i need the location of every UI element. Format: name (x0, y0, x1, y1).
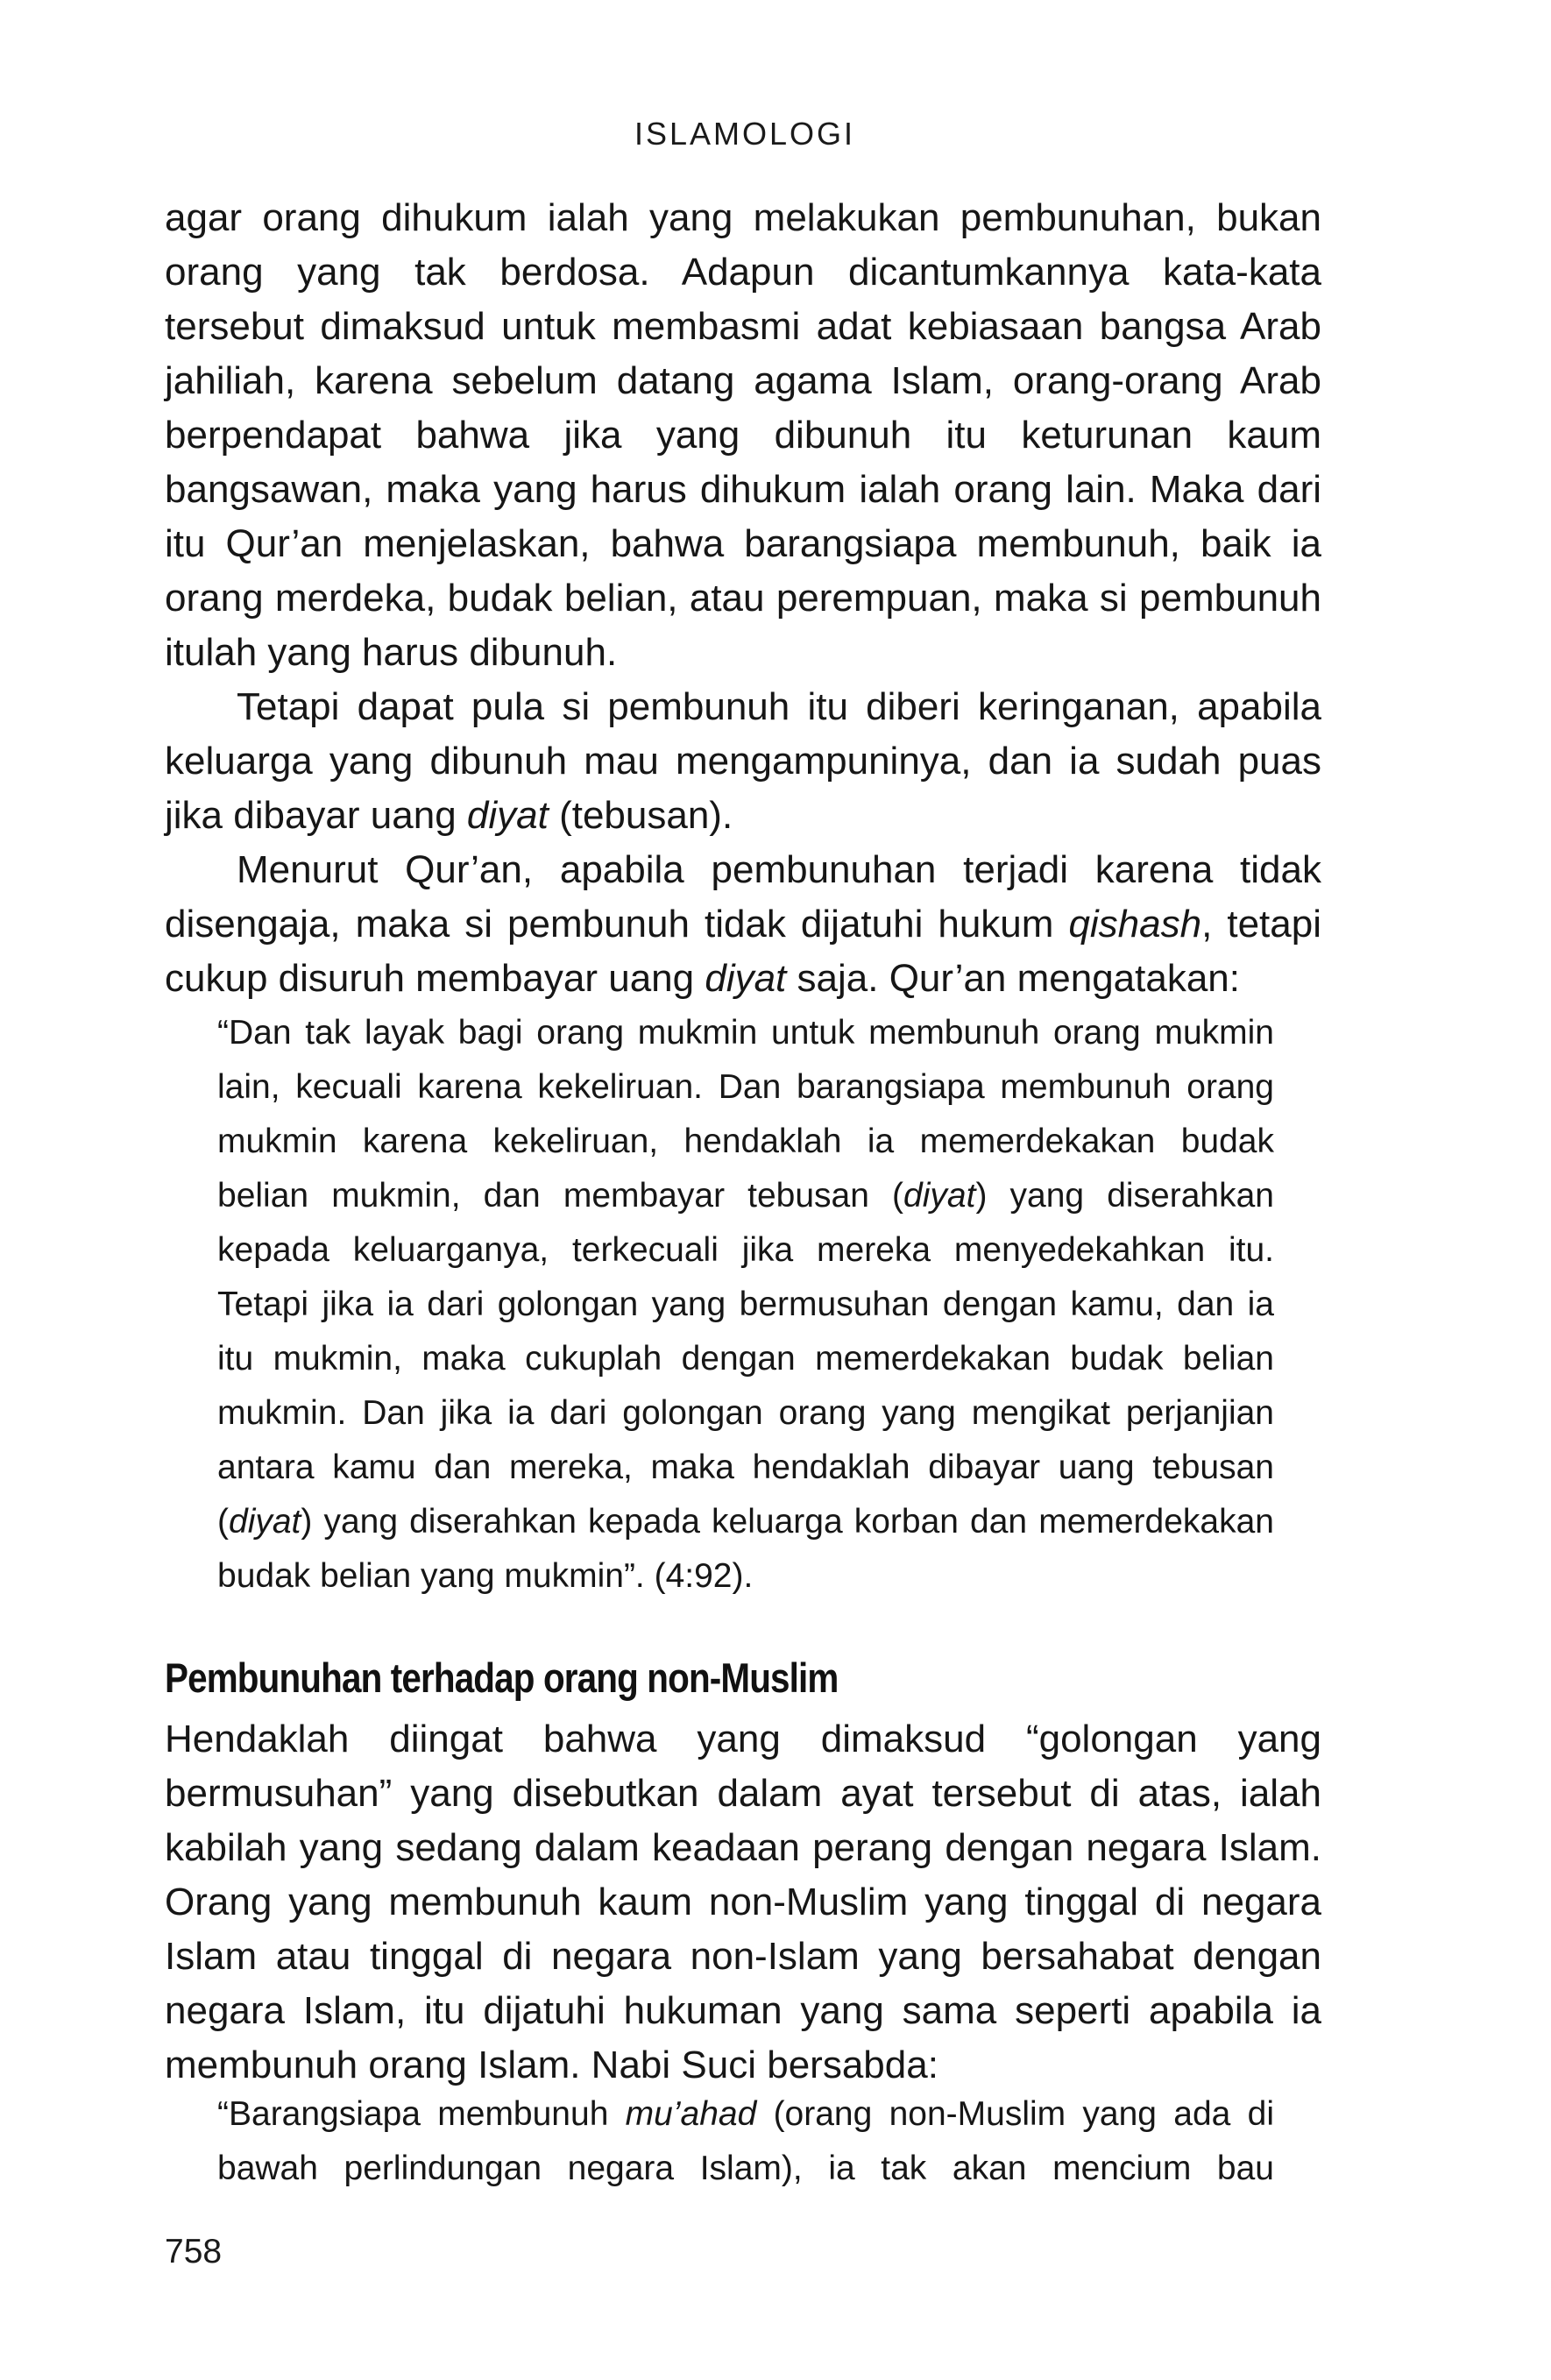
paragraph-non-muslim: Hendaklah diingat bahwa yang dimaksud “golongan yang bermusuhan” yang disebutkan dalam ayat tersebut di atas, ialah kabilah yang sedang dalam keadaan perang dengan negara Islam. Orang yang membunuh kaum non-Muslim yang tinggal di negara Islam atau tinggal di negara non-Islam yang bersahabat dengan negara Islam, itu dijatuhi hukuman yang sama seperti apabila ia membunuh orang Islam. Nabi Suci bersabda: (165, 1718, 1321, 2086)
term-diyat: diyat (229, 1503, 301, 1541)
section-heading: Pembunuhan terhadap orang non-Muslim (165, 1654, 839, 1701)
running-title: ISLAMOLOGI (634, 116, 856, 152)
paragraph-forgiveness: Tetapi dapat pula si pembunuh itu diberi keringanan, apabila keluarga yang dibunuh mau mengampuninya, dan ia sudah puas jika dibayar uang diyat (tebusan). (165, 685, 1321, 837)
term-qishash: qishash (1068, 903, 1202, 946)
term-diyat: diyat (705, 957, 787, 1000)
term-muahad: mu’ahad (625, 2095, 757, 2133)
paragraph-punishment-murderer: agar orang dihukum ialah yang melakukan pembunuhan, bukan orang yang tak berdosa. Adapun dicantumkannya kata-kata tersebut dimaksud untuk membasmi adat kebiasaan bangsa Arab jahiliah, karena sebelum datang agama Islam, orang-orang Arab berpendapat bahwa jika yang dibunuh itu keturunan kaum bangsawan, maka yang harus dihukum ialah orang lain. Maka dari itu Qur’an menjelaskan, bahwa barangsiapa membunuh, baik ia orang merdeka, budak belian, atau perempuan, maka si pembunuh itulah yang harus dibunuh. (165, 196, 1321, 674)
hadith-quote: “Barangsiapa membunuh mu’ahad (orang non-Muslim yang ada di bawah perlindungan negara Islam), ia tak akan mencium bau (217, 2095, 1274, 2187)
body-text-block-2 (165, 1712, 1321, 2093)
term-diyat: diyat (903, 1177, 976, 1215)
term-diyat: diyat (466, 794, 549, 837)
quran-quote-4-92: “Dan tak layak bagi orang mukmin untuk membunuh orang mukmin lain, kecuali karena kekeliruan. Dan barangsiapa membunuh orang mukmin karena kekeliruan, hendaklah ia memerdekakan budak belian mukmin, dan membayar tebusan (diyat) yang diserahkan kepada keluarganya, terkecuali jika mereka menyedekahkan itu. Tetapi jika ia dari golongan yang bermusuhan dengan kamu, dan ia itu mukmin, maka cukuplah dengan memerdekakan budak belian mukmin. Dan jika ia dari golongan orang yang mengikat perjanjian antara kamu dan mereka, maka hendaklah dibayar uang tebusan (diyat) yang diserahkan kepada keluarga korban dan memerdekakan budak belian yang mukmin”. (4:92). (217, 1014, 1274, 1595)
paragraph-unintentional-killing: Menurut Qur’an, apabila pembunuhan terjadi karena tidak disengaja, maka si pembunuh tidak dijatuhi hukum qishash, tetapi cukup disuruh membayar uang diyat saja. Qur’an mengatakan: (165, 848, 1321, 1000)
page-number: 758 (165, 2233, 223, 2270)
body-text-block-1 (165, 191, 1321, 1006)
